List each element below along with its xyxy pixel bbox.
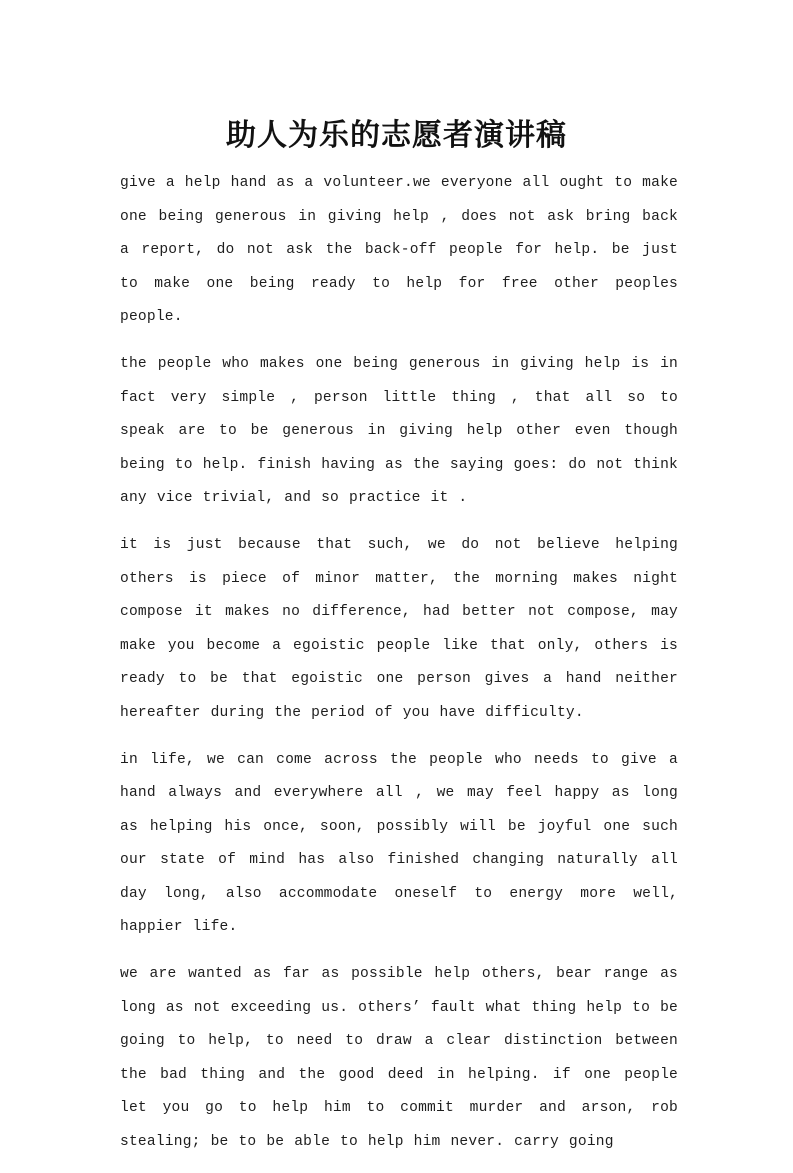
paragraph-3: it is just because that such, we do not believe helping others is piece of minor matter, the morning makes night compose it makes no difference, had better not compose, may make you become a egoistic people like that only, others is ready to be that egoistic one person gives a hand neither hereafter during the period of you have difficulty. [120, 536, 678, 721]
paragraph-4: in life, we can come across the people who needs to give a hand always and everywhere all , we may feel happy as long as helping his once, soon, possibly will be joyful one such our state of mind has also finished changing naturally all day long, also accommodate oneself to energy more well, happier life. [120, 751, 678, 936]
document-body [120, 167, 678, 1173]
paragraph-5: we are wanted as far as possible help others, bear range as long as not exceeding us. others’ fault what thing help to be going to help, to need to draw a clear distinction between the bad thing and the good deed in helping. if one people let you go to help him to commit murder and arson, rob stealing; be to be able to help him never. carry going [120, 966, 678, 1151]
document-title: 助人为乐的志愿者演讲稿 [226, 118, 567, 154]
paragraph-2: the people who makes one being generous in giving help is in fact very simple , person little thing , that all so to speak are to be generous in giving help other even though being to help. finish having as the saying goes: do not think any vice trivial, and so practice it . [120, 355, 678, 507]
paragraph-1: give a help hand as a volunteer.we everyone all ought to make one being generous in giving help , does not ask bring back a report, do not ask the back-off people for help. be just to make one being ready to help for free other peoples people. [120, 175, 678, 326]
